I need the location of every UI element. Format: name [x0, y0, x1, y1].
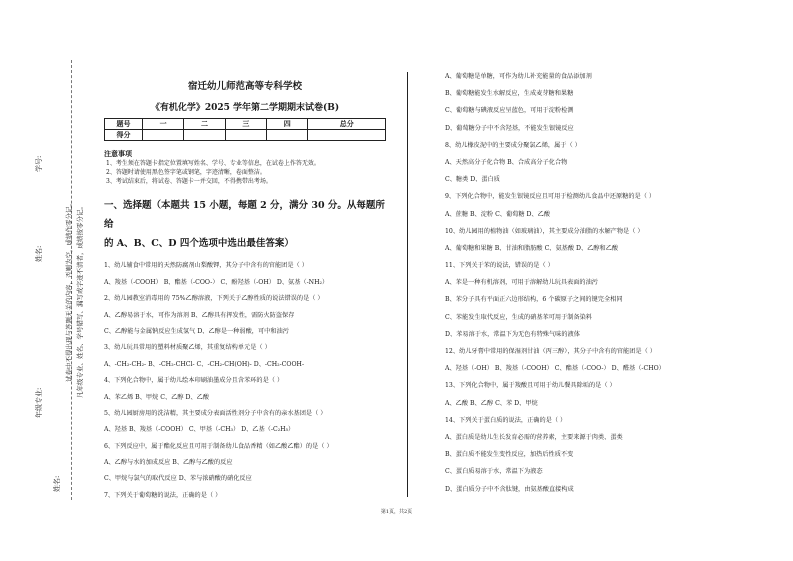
- question-options: D、葡萄糖分子中不含羟基，不能发生银镜反应: [445, 124, 574, 132]
- question-options: B、葡萄糖能发生水解反应，生成麦芽糖和果糖: [445, 90, 574, 98]
- score-cell: 题号: [105, 119, 143, 130]
- question-options: A、羟基 B、羧基（-COOH） C、甲基（-CH₃） D、乙基（-C₂H₅）: [104, 426, 295, 434]
- score-cell: [184, 130, 225, 141]
- question-options: A、羟基（-OH） B、羧基（-COOH） C、酯基（-COO-） D、醛基（-CHO）: [445, 365, 665, 373]
- exam-title: 《有机化学》2025 学年第二学期期末试卷(B): [150, 103, 340, 113]
- note-item: 3、考试结束后，将试卷、答题卡一并交回，不得携带出考场。: [106, 178, 272, 185]
- margin-name-label-2: 姓名:: [53, 475, 61, 492]
- question-options: A、乙醇与水的加成反应 B、乙醇与乙酸的反应: [104, 459, 233, 467]
- binding-margin: [0, 0, 100, 561]
- margin-fill-note: 试卷中不得出现与答题无关的内容，否则为空，成绩作零分记。: [65, 200, 73, 382]
- question-stem: 12、幼儿牙膏中常用的保湿剂甘油（丙三醇），其分子中含有的官能团是（ ）: [445, 348, 656, 355]
- question-options: C、糖类 D、蛋白质: [445, 176, 500, 184]
- section-title: [104, 196, 386, 253]
- left-column: [104, 78, 386, 499]
- note-item: 2、答题时请使用黑色签字笔或钢笔，字迹清晰，卷面整洁。: [106, 169, 266, 176]
- question-options: B、苯分子具有平面正六边形结构，6 个碳原子之间的键完全相同: [445, 296, 623, 304]
- question-options: C、苯能发生取代反应，生成的硝基苯可用于制备染料: [445, 313, 593, 321]
- question-options: A、葡萄糖是单糖，可作为幼儿补充能量的食品添加剂: [445, 73, 592, 80]
- question-options: D、蛋白质分子中不含肽键，由氨基酸直接构成: [445, 485, 574, 493]
- question-options: A、蛋白质是幼儿生长发育必需的营养素，主要来源于肉类、蛋类: [445, 433, 623, 441]
- question-stem: 8、幼儿橡皮泥中的主要成分聚氯乙烯，属于（ ）: [445, 141, 581, 149]
- notes-title: 注意事项: [104, 149, 132, 158]
- question-list-left: [104, 262, 386, 498]
- score-cell: 总分: [308, 119, 386, 130]
- column-divider: [407, 72, 408, 497]
- question-stem: 4、下列化合物中，属于幼儿绘本印刷油墨成分且含苯环的是（ ）: [104, 377, 284, 385]
- question-options: A、葡萄糖和果糖 B、甘油和脂肪酸 C、氨基酸 D、乙醇和乙酸: [445, 244, 619, 252]
- question-options: C、蛋白质易溶于水，常温下为液态: [445, 468, 543, 476]
- question-stem: 1、幼儿辅食中常用的天然防腐剂山梨酸钾，其分子中含有的官能团是（ ）: [104, 262, 308, 270]
- section-title-line: 的 A、B、C、D 四个选项中选出最佳答案）: [104, 238, 294, 249]
- question-options: C、甲烷与氯气的取代反应 D、苯与浓硝酸的硝化反应: [104, 475, 252, 483]
- margin-major-label: 年级专业:: [35, 387, 43, 418]
- question-options: A、-CH₂-CH₂- B、-CH₂-CHCl- C、-CH₂-CH(OH)- D、-CH₂-COOH-: [104, 360, 305, 368]
- question-stem: 13、下列化合物中，属于羧酸且可用于幼儿餐具除垢的是（ ）: [445, 382, 616, 390]
- margin-student-id-label: 学号:: [35, 155, 43, 172]
- question-stem: 5、幼儿园厨房用的洗洁精，其主要成分表面活性剂分子中含有的亲水基团是（ ）: [104, 409, 327, 417]
- score-cell: [267, 130, 308, 141]
- question-stem: 10、幼儿园用的植物油（如玻璃油），其主要成分油脂的水解产物是（ ）: [445, 227, 644, 235]
- question-options: D、苯易溶于水，常温下为无色有特殊气味的液体: [445, 330, 580, 338]
- question-options: A、苯乙烯 B、甲烷 C、乙醇 D、乙酸: [104, 393, 210, 401]
- school-name: 宿迁幼儿师范高等专科学校: [187, 81, 302, 92]
- question-options: A、羧基（-COOH） B、酯基（-COO-） C、酚羟基（-OH） D、氨基（-NH₂）: [104, 278, 329, 286]
- section-title-line: 一、选择题（本题共 15 小题，每题 2 分，满分 30 分。从每题所给: [104, 200, 385, 230]
- question-options: B、蛋白质不能发生变性反应，加热后性质不变: [445, 451, 574, 459]
- margin-fill-note-2: 凡年级专业、姓名、学号错写、漏写或字迹不清者，成绩按零分记。: [76, 203, 84, 398]
- question-options: C、葡萄糖与碘液反应呈蓝色，可用于淀粉检测: [445, 107, 574, 115]
- score-cell: [308, 130, 386, 141]
- note-item: 1、考生须在答题卡指定位置填写姓名、学号、专业等信息，在试卷上作答无效。: [106, 160, 320, 167]
- score-cell: 二: [184, 119, 225, 130]
- score-cell: 得分: [105, 130, 143, 141]
- question-stem: 9、下列化合物中，能发生银镜反应且可用于检测幼儿食品中还原糖的是（ ）: [445, 193, 656, 201]
- margin-name-label: 姓名:: [35, 245, 43, 262]
- question-stem: 2、幼儿园教室消毒用的 75%乙醇溶液，下列关于乙醇性质的说法错误的是（ ）: [104, 295, 324, 303]
- question-stem: 14、下列关于蛋白质的说法，正确的是（ ）: [445, 416, 567, 424]
- question-options: A、乙酸 B、乙醇 C、苯 D、甲烷: [445, 399, 538, 407]
- right-column: [445, 73, 775, 493]
- question-options: C、乙醇能与金属钠反应生成氢气 D、乙醇是一种弱酸，可中和油污: [104, 327, 289, 335]
- question-options: A、蔗糖 B、淀粉 C、葡萄糖 D、乙酸: [445, 210, 551, 218]
- question-options: A、天然高分子化合物 B、合成高分子化合物: [445, 158, 568, 166]
- score-table-header-row: [105, 119, 386, 130]
- score-cell: 一: [143, 119, 184, 130]
- question-options: A、苯是一种有机溶剂，可用于溶解幼儿玩具表面的油污: [445, 279, 598, 287]
- score-table-score-row: [105, 130, 386, 141]
- page-number: 第1页，共2页: [380, 509, 413, 515]
- question-stem: 11、下列关于苯的说法，错误的是（ ）: [445, 262, 554, 270]
- question-stem: 3、幼儿玩具常用的塑料材质聚乙烯，其重复结构单元是（ ）: [104, 344, 271, 352]
- question-options: A、乙醇易溶于水，可作为溶剂 B、乙醇具有挥发性，需防火防盗保存: [104, 311, 295, 319]
- question-stem: 7、下列关于葡萄糖的说法，正确的是（ ）: [104, 491, 222, 499]
- score-cell: 三: [225, 119, 266, 130]
- score-cell: [225, 130, 266, 141]
- score-cell: 四: [267, 119, 308, 130]
- score-table: [104, 118, 386, 141]
- question-stem: 6、下列反应中，属于酯化反应且可用于制备幼儿食品香精（如乙酸乙酯）的是（ ）: [104, 442, 333, 450]
- score-cell: [143, 130, 184, 141]
